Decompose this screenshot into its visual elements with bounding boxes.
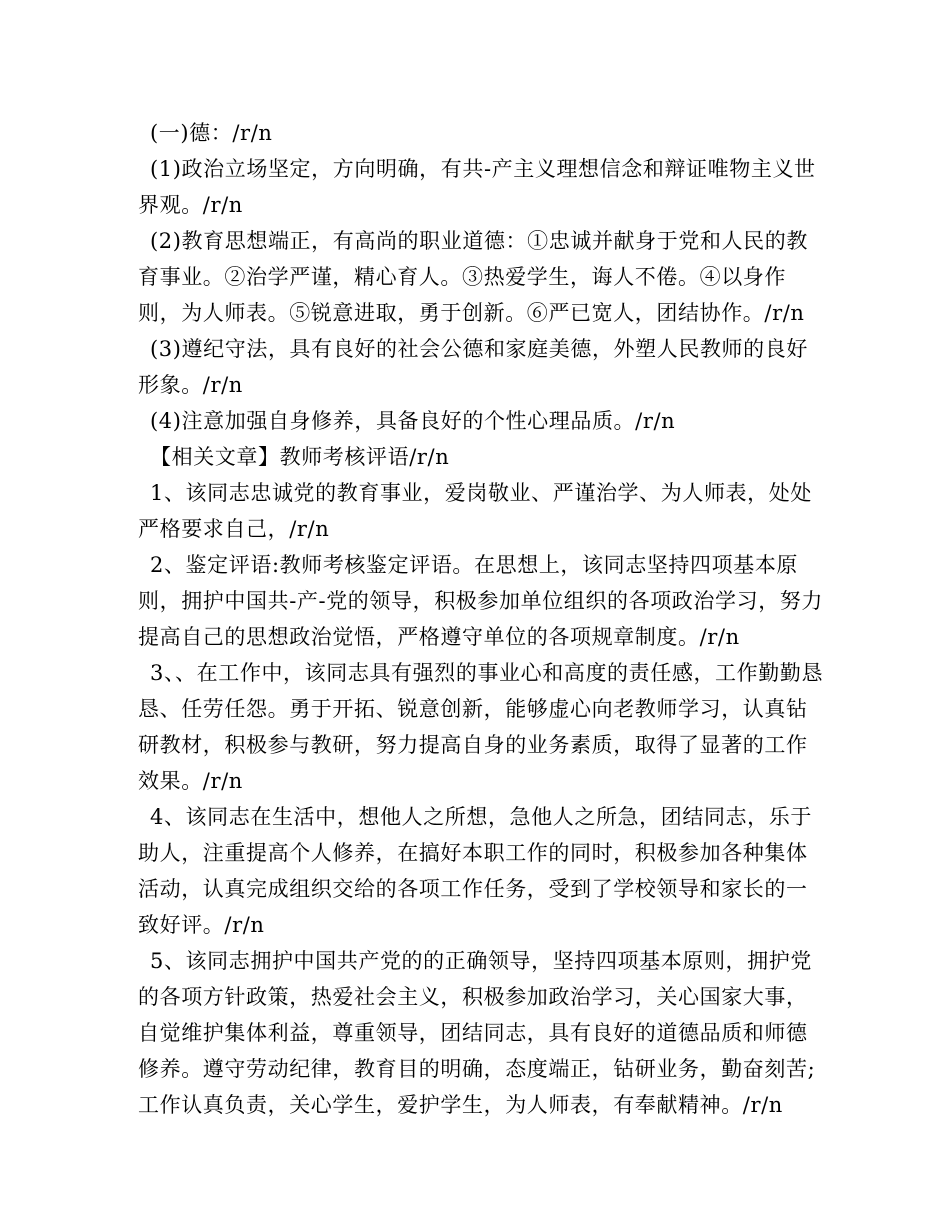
paragraph-item-1: (1)政治立场坚定，方向明确，有共-产主义理想信念和辩证唯物主义世界观。/r/n — [138, 157, 816, 217]
paragraph-item-3: (3)遵纪守法，具有良好的社会公德和家庭美德，外塑人民教师的良好形象。/r/n — [138, 337, 808, 397]
related-article-heading: 【相关文章】教师考核评语/r/n — [150, 445, 450, 469]
section-heading-de: (一)德：/r/n — [150, 121, 273, 145]
comment-item-1: 1、该同志忠诚党的教育事业，爱岗敬业、严谨治学、为人师表，处处严格要求自己，/r/n — [138, 481, 812, 541]
document-body — [138, 115, 828, 1123]
comment-item-2: 2、鉴定评语:教师考核鉴定评语。在思想上，该同志坚持四项基本原则，拥护中国共-产-党的领导，积极参加单位组织的各项政治学习，努力提高自己的思想政治觉悟，严格遵守单位的各项规章制度。/r/n — [138, 553, 823, 649]
comment-item-4: 4、该同志在生活中，想他人之所想，急他人之所急，团结同志，乐于助人，注重提高个人修养，在搞好本职工作的同时，积极参加各种集体活动，认真完成组织交给的各项工作任务，受到了学校领导和家长的一致好评。/r/n — [138, 805, 812, 937]
comment-item-3: 3、、在工作中，该同志具有强烈的事业心和高度的责任感，工作勤勤恳恳、任劳任怨。勇于开拓、锐意创新，能够虚心向老教师学习，认真钻研教材，积极参与教研，努力提高自身的业务素质，取得了显著的工作效果。/r/n — [138, 661, 824, 793]
comment-item-5: 5、该同志拥护中国共产党的的正确领导，坚持四项基本原则，拥护党的各项方针政策，热爱社会主义，积极参加政治学习，关心国家大事，自觉维护集体利益，尊重领导，团结同志，具有良好的道德品质和师德修养。遵守劳动纪律，教育目的明确，态度端正，钻研业务，勤奋刻苦;工作认真负责，关心学生，爱护学生，为人师表，有奉献精神。/r/n — [138, 949, 816, 1117]
paragraph-item-2: (2)教育思想端正，有高尚的职业道德：①忠诚并献身于党和人民的教育事业。②治学严谨，精心育人。③热爱学生，诲人不倦。④以身作则，为人师表。⑤锐意进取，勇于创新。⑥严已宽人，团结协作。/r/n — [138, 229, 808, 325]
paragraph-item-4: (4)注意加强自身修养，具备良好的个性心理品质。/r/n — [150, 409, 676, 433]
